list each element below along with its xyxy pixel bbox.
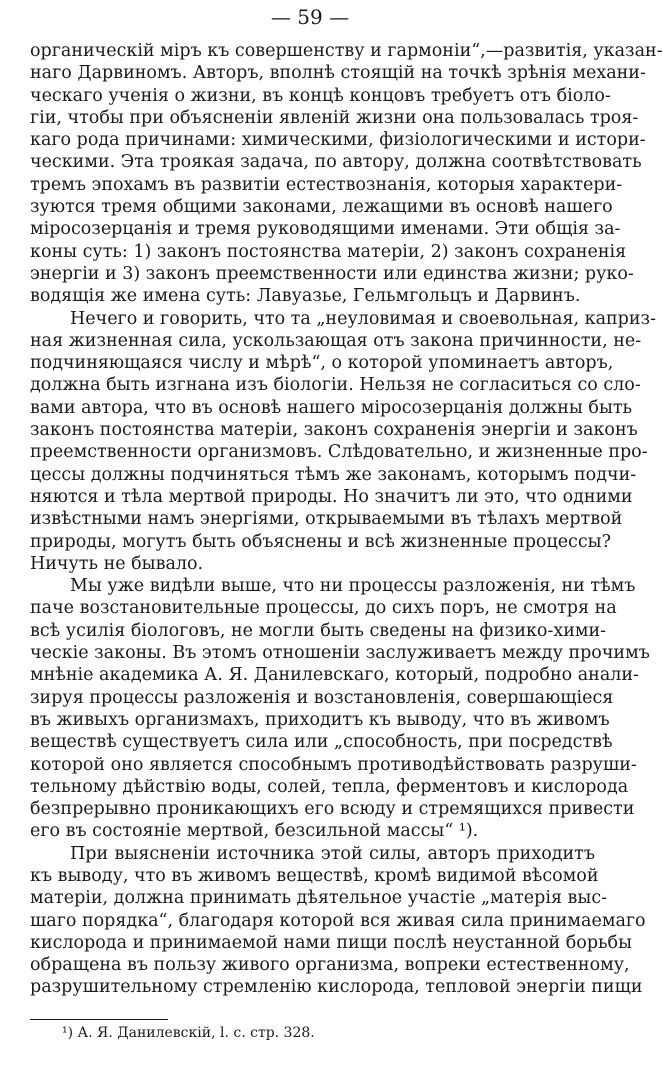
text-line: каго рода причинами: химическими, физіологическими и истори- xyxy=(30,130,646,151)
text-line: тремъ эпохамъ въ развитіи естествознанія, которыя характери- xyxy=(30,174,623,195)
text-line: зируя процессы разложенія и возстановленія, совершающіеся xyxy=(30,687,614,708)
text-line: ческіе законы. Въ этомъ отношеніи заслуживаетъ между прочимъ xyxy=(30,643,650,664)
text-line: въ живыхъ организмахъ, приходитъ къ выводу, что въ живомъ xyxy=(30,709,610,730)
text-line: тельному дѣйствію воды, солей, тепла, ферментовъ и кислорода xyxy=(30,776,629,797)
text-line: кислорода и принимаемой нами пищи послѣ неустанной борьбы xyxy=(30,932,633,953)
text-line: вами автора, что въ основѣ нашего міросозерцанія должны быть xyxy=(30,397,633,418)
text-line: ческими. Эта троякая задача, по автору, должна соотвѣтствовать xyxy=(30,152,642,173)
text-line: наго Дарвиномъ. Авторъ, вполнѣ стоящій на точкѣ зрѣнія механи- xyxy=(30,63,646,84)
text-line: При выясненіи источника этой силы, авторъ приходитъ xyxy=(70,843,595,864)
text-line: энергіи и 3) законъ преемственности или единства жизни; руко- xyxy=(30,263,634,284)
text-line: шаго порядка“, благодаря которой вся живая сила принимаемаго xyxy=(30,910,646,931)
page-number: — 59 — xyxy=(270,5,350,29)
text-line: міросозерцанія и тремя руководящими именами. Эти общія за- xyxy=(30,219,621,240)
text-line: обращена въ пользу живого организма, вопреки естественному, xyxy=(30,955,630,976)
text-line: ная жизненная сила, ускользающая отъ закона причинности, не- xyxy=(30,330,642,351)
text-line: паче возстановительные процессы, до сихъ поръ, не смотря на xyxy=(30,598,617,619)
text-line: зуются тремя общими законами, лежащими въ основѣ нашего xyxy=(30,197,613,218)
text-line: Мы уже видѣли выше, что ни процессы разложенія, ни тѣмъ xyxy=(70,576,636,597)
text-line: безпрерывно проникающихъ его всюду и стремящихся привести xyxy=(30,799,635,820)
text-line: преемственности организмовъ. Слѣдовательно, и жизненные про- xyxy=(30,442,648,463)
text-line: законъ постоянства матеріи, законъ сохраненія энергіи и законъ xyxy=(30,420,638,441)
text-line: природы, могутъ быть объяснены и всѣ жизненные процессы? xyxy=(30,531,611,552)
footnote-rule xyxy=(30,1019,168,1020)
text-line: органическій міръ къ совершенству и гармоніи“,—развитія, указан- xyxy=(30,41,663,61)
text-line: его въ состояніе мертвой, безсильной массы“ ¹). xyxy=(30,821,479,842)
text-line: разрушительному стремленію кислорода, тепловой энергіи пищи xyxy=(30,977,643,998)
text-line: Нечего и говорить, что та „неуловимая и своевольная, каприз- xyxy=(70,308,656,329)
text-line: матеріи, должна принимать дѣятельное участіе „матерія выс- xyxy=(30,888,608,909)
text-line: ческаго ученія о жизни, въ концѣ концовъ требуетъ отъ біоло- xyxy=(30,85,611,106)
footnote: ¹) А. Я. Данилевскій, l. c. стр. 328. xyxy=(62,1025,315,1041)
text-line: няются и тѣла мертвой природы. Но значитъ ли это, что одними xyxy=(30,486,633,507)
text-line: къ выводу, что въ живомъ веществѣ, кромѣ видимой вѣсомой xyxy=(30,865,599,886)
text-line: цессы должны подчиняться тѣмъ же законамъ, которымъ подчи- xyxy=(30,464,637,485)
text-line: которой оно является способнымъ противодѣйствовать разруши- xyxy=(30,754,637,775)
text-line: всѣ усилія біологовъ, не могли быть сведены на физико-хими- xyxy=(30,620,607,641)
text-line: мнѣніе академика А. Я. Данилевскаго, который, подробно анали- xyxy=(30,665,639,686)
body-text xyxy=(30,40,663,999)
text-line: гіи, чтобы при объясненіи явленій жизни она пользовалась троя- xyxy=(30,107,639,128)
text-line: водящія же имена суть: Лавуазье, Гельмгольцъ и Дарвинъ. xyxy=(30,286,581,307)
text-line: подчиняющаяся числу и мѣрѣ“, о которой упоминаетъ авторъ, xyxy=(30,353,614,374)
text-line: Ничуть не бывало. xyxy=(30,553,204,574)
text-line: должна быть изгнана изъ біологіи. Нельзя не согласиться со сло- xyxy=(30,375,641,396)
text-line: извѣстными намъ энергіями, открываемыми въ тѣлахъ мертвой xyxy=(30,509,623,530)
text-line: коны суть: 1) законъ постоянства матеріи, 2) законъ сохраненія xyxy=(30,241,627,262)
text-line: веществѣ существуетъ сила или „способность, при посредствѣ xyxy=(30,732,613,753)
